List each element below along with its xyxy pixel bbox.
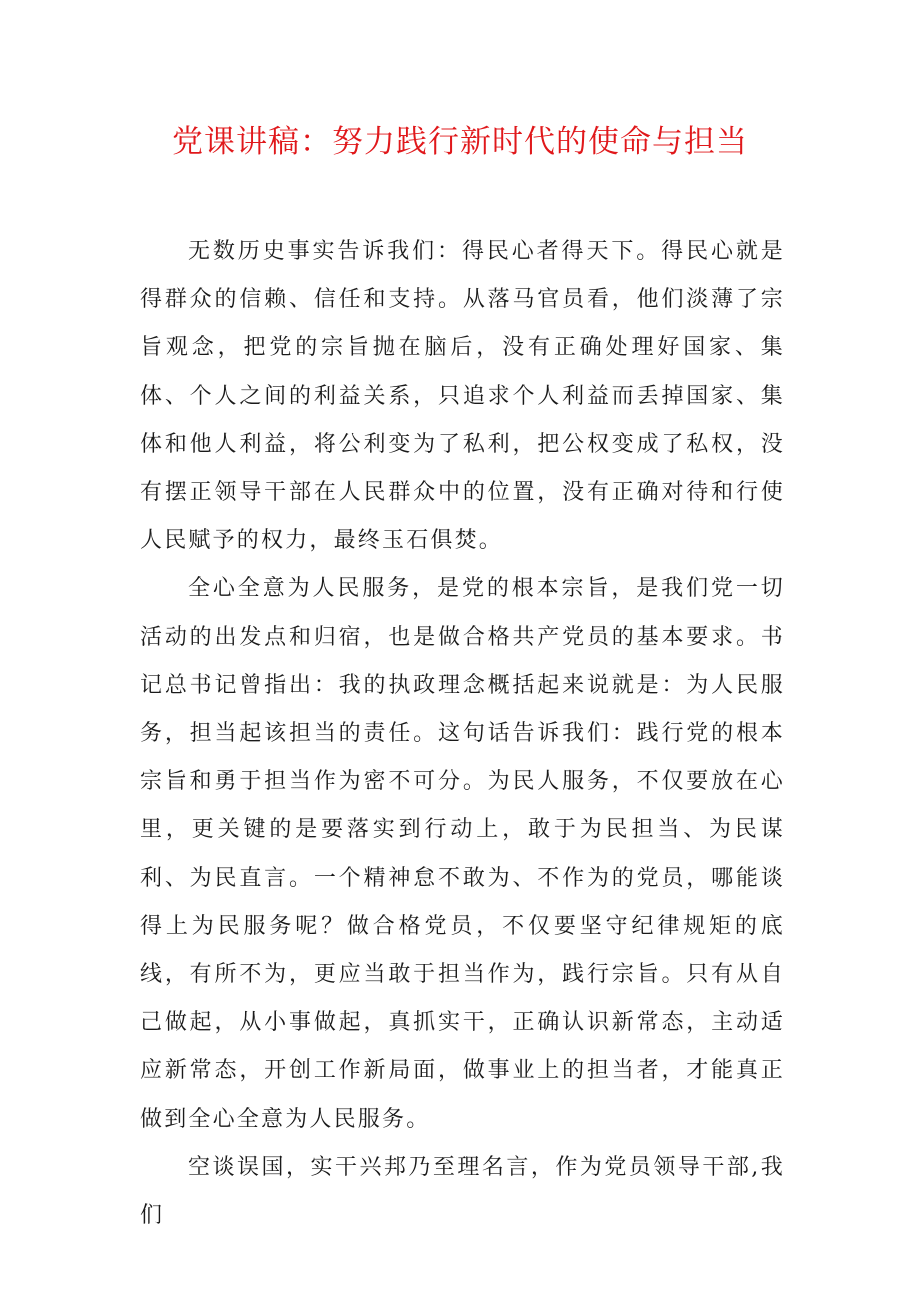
document-title: 党课讲稿：努力践行新时代的使命与担当 (172, 124, 748, 160)
paragraph-1: 无数历史事实告诉我们：得民心者得天下。得民心就是得群众的信赖、信任和支持。从落马官员看，他们淡薄了宗旨观念，把党的宗旨抛在脑后，没有正确处理好国家、集体、个人之间的利益关系，只追求个人利益而丢掉国家、集体和他人利益，将公利变为了私利，把公权变成了私权，没有摆正领导干部在人民群众中的位置，没有正确对待和行使人民赋予的权力，最终玉石俱焚。 (140, 239, 785, 554)
paragraph-3: 空谈误国，实干兴邦乃至理名言，作为党员领导干部,我们 (140, 1154, 785, 1229)
paragraph-2: 全心全意为人民服务，是党的根本宗旨，是我们党一切活动的出发点和归宿，也是做合格共产党员的基本要求。书记总书记曾指出：我的执政理念概括起来说就是：为人民服务，担当起该担当的责任。这句话告诉我们：践行党的根本宗旨和勇于担当作为密不可分。为民人服务，不仅要放在心里，更关键的是要落实到行动上，敢于为民担当、为民谋利、为民直言。一个精神怠不敢为、不作为的党员，哪能谈得上为民服务呢？做合格党员，不仅要坚守纪律规矩的底线，有所不为，更应当敢于担当作为，践行宗旨。只有从自己做起，从小事做起，真抓实干，正确认识新常态，主动适应新常态，开创工作新局面，做事业上的担当者，才能真正做到全心全意为人民服务。 (140, 576, 785, 1132)
document-body (140, 228, 785, 1240)
